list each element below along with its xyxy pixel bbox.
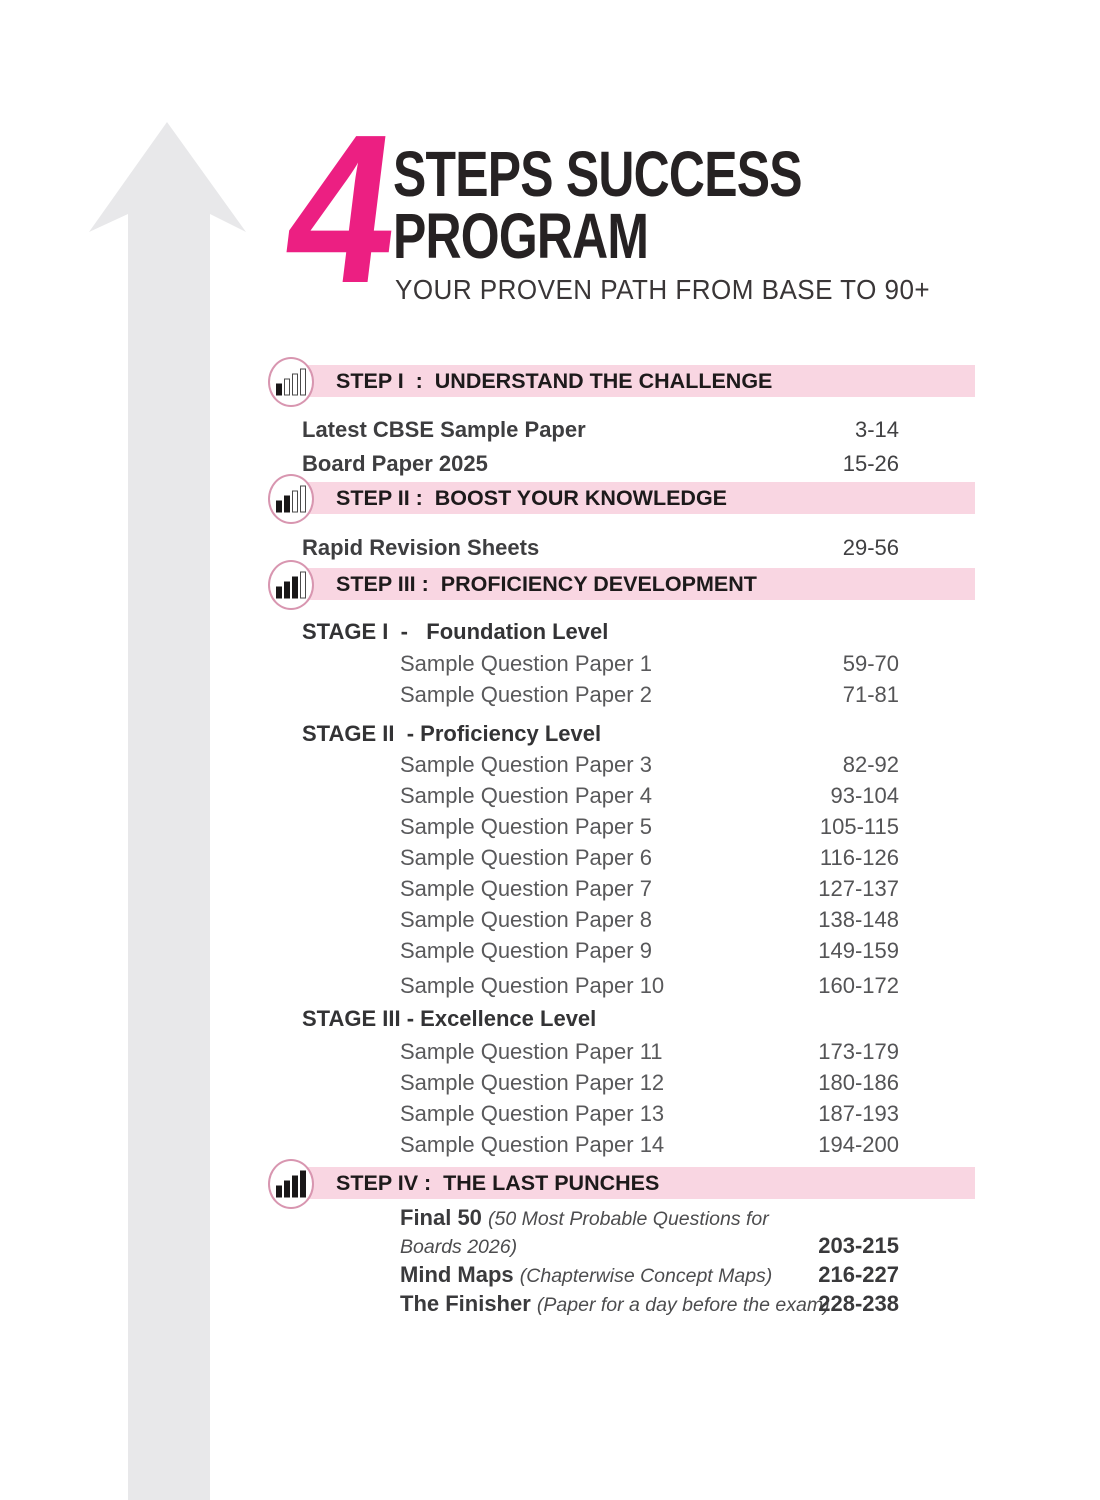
row-pages: 216-227: [818, 1262, 899, 1287]
step3-banner-label: STEP III : PROFICIENCY DEVELOPMENT: [336, 572, 757, 596]
step2-banner: [296, 482, 975, 514]
row-label-note: (Paper for a day before the exam): [536, 1294, 830, 1316]
row-label-note: (Chapterwise Concept Maps): [519, 1265, 773, 1287]
row-pages: 59-70: [842, 651, 899, 676]
toc-row: [400, 845, 899, 871]
row-pages: 93-104: [830, 783, 899, 808]
row-label: Sample Question Paper 9: [400, 938, 652, 963]
row-label: Sample Question Paper 6: [400, 845, 652, 870]
row-label: Sample Question Paper 8: [400, 907, 652, 932]
toc-row: [400, 1233, 899, 1260]
row-pages: 127-137: [818, 876, 899, 901]
row-label-note: Boards 2026): [400, 1236, 518, 1258]
toc-row: [400, 1101, 899, 1127]
row-label: Sample Question Paper 5: [400, 814, 652, 839]
row-pages: 149-159: [818, 938, 899, 963]
big-number-4: 4: [274, 90, 410, 327]
bar-chart-2-filled-icon: [276, 486, 306, 513]
toc-row: [400, 938, 899, 964]
toc-row: [400, 752, 899, 778]
row-label: Sample Question Paper 1: [400, 651, 652, 676]
row-pages: 29-56: [842, 535, 899, 560]
row-label: Sample Question Paper 13: [400, 1101, 665, 1126]
step2-badge: [268, 474, 314, 524]
step3-badge: [268, 560, 314, 610]
row-pages: 116-126: [819, 845, 899, 870]
toc-row: [400, 1039, 899, 1065]
row-label-note: (50 Most Probable Questions for: [488, 1208, 769, 1230]
toc-row: [400, 876, 899, 902]
bar-chart-4-filled-icon: [276, 1171, 306, 1198]
step4-banner: [296, 1167, 975, 1199]
bar-chart-3-filled-icon: [276, 572, 306, 599]
step4-badge: [268, 1159, 314, 1209]
row-label: Sample Question Paper 11: [400, 1039, 663, 1064]
row-label: The Finisher: [400, 1291, 537, 1316]
row-label: Sample Question Paper 14: [400, 1132, 665, 1157]
toc-row: [302, 417, 899, 443]
row-pages: 203-215: [818, 1233, 899, 1258]
row-label: Sample Question Paper 2: [400, 682, 652, 707]
stage-heading: STAGE I - Foundation Level: [302, 619, 609, 644]
toc-row: [400, 1070, 899, 1096]
program-title-line1: STEPS SUCCESS: [393, 138, 802, 210]
stage-heading: STAGE II - Proficiency Level: [302, 721, 602, 746]
row-pages: 160-172: [818, 973, 899, 998]
row-pages: 187-193: [818, 1101, 899, 1126]
toc-row: [302, 535, 899, 561]
row-pages: 138-148: [818, 907, 899, 932]
step1-banner-label: STEP I : UNDERSTAND THE CHALLENGE: [336, 369, 773, 393]
row-pages: 105-115: [819, 814, 899, 839]
row-label: Sample Question Paper 4: [400, 783, 652, 808]
up-arrow-graphic: [0, 0, 270, 1500]
row-label: Sample Question Paper 10: [400, 973, 665, 998]
step2-banner-label: STEP II : BOOST YOUR KNOWLEDGE: [336, 486, 728, 510]
program-title-line2: PROGRAM: [393, 200, 649, 272]
toc-row: [400, 1262, 899, 1289]
toc-row: [400, 783, 899, 809]
row-pages: 71-81: [842, 682, 899, 707]
toc-row: [400, 814, 899, 840]
row-label: Latest CBSE Sample Paper: [302, 417, 586, 442]
row-pages: 180-186: [818, 1070, 899, 1095]
row-pages: 82-92: [842, 752, 899, 777]
step1-badge: [268, 357, 314, 407]
row-label: Rapid Revision Sheets: [302, 535, 540, 560]
row-label: Final 50: [400, 1205, 489, 1230]
row-label: Sample Question Paper 7: [400, 876, 652, 901]
bar-chart-1-filled-icon: [276, 369, 306, 396]
row-label: Sample Question Paper 12: [400, 1070, 665, 1095]
step3-banner: [296, 568, 975, 600]
row-pages: 3-14: [854, 417, 899, 442]
toc-row: [302, 451, 899, 477]
row-label: Mind Maps: [400, 1262, 520, 1287]
toc-row: [400, 973, 899, 999]
stage-heading: STAGE III - Excellence Level: [302, 1006, 597, 1031]
toc-row: [400, 1291, 899, 1318]
row-label: Board Paper 2025: [302, 451, 488, 476]
step4-banner-label: STEP IV : THE LAST PUNCHES: [336, 1171, 660, 1195]
row-pages: 15-26: [842, 451, 899, 476]
step1-banner: [296, 365, 975, 397]
row-pages: 194-200: [818, 1132, 899, 1157]
row-pages: 173-179: [818, 1039, 899, 1064]
toc-row: [400, 907, 899, 933]
program-subtitle: YOUR PROVEN PATH FROM BASE TO 90+: [395, 274, 931, 305]
row-pages: 228-238: [818, 1291, 899, 1316]
row-label: Sample Question Paper 3: [400, 752, 652, 777]
toc-row: [400, 1132, 899, 1158]
toc-row: [400, 682, 899, 708]
toc-row: [400, 1205, 899, 1232]
toc-row: [400, 651, 899, 677]
